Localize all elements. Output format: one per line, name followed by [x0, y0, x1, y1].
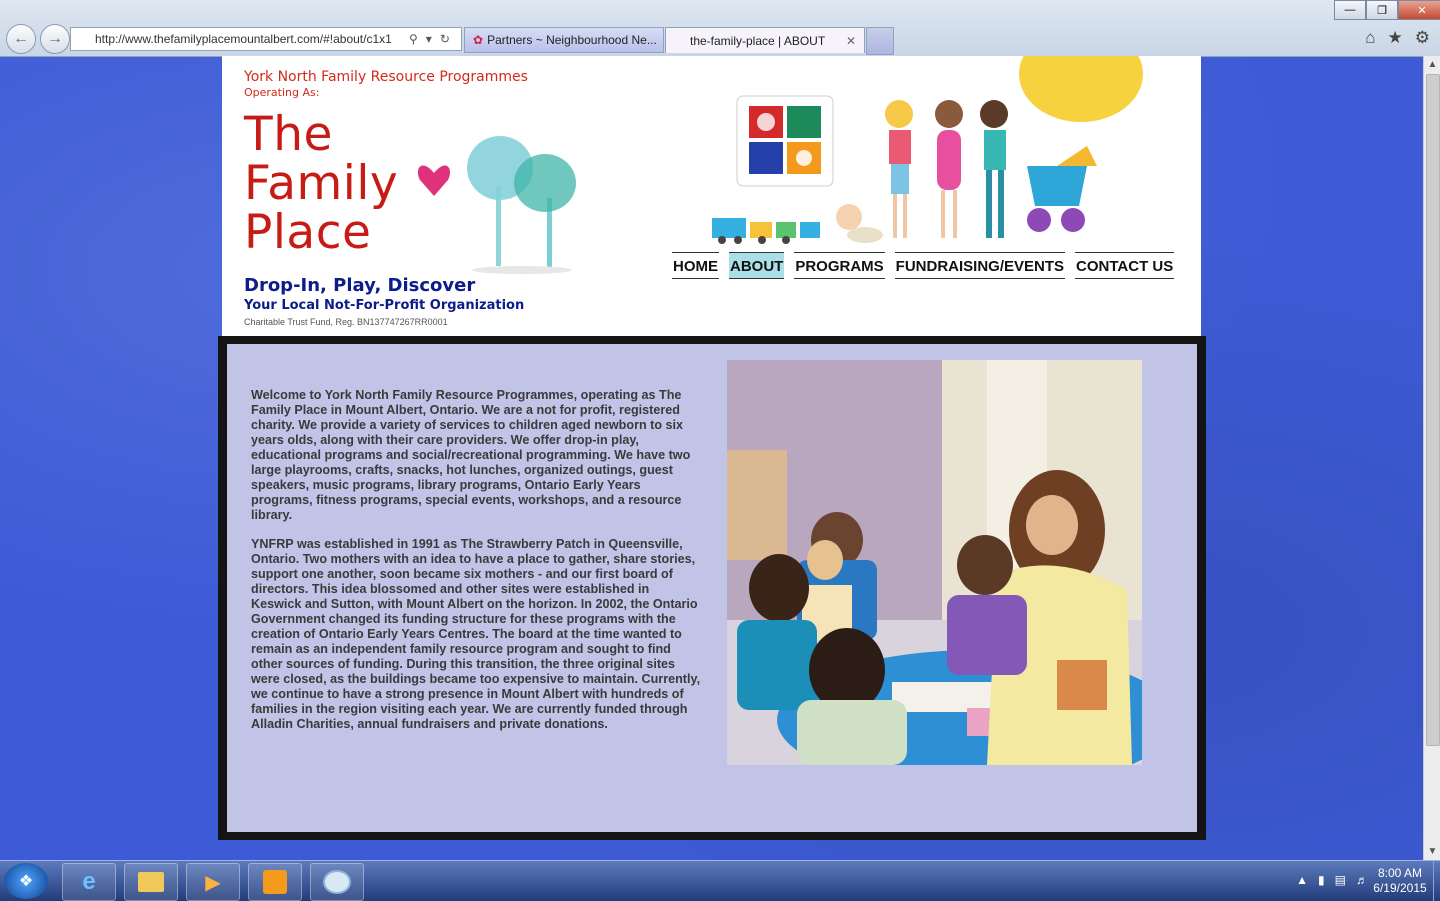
forward-button[interactable] [40, 24, 70, 54]
toy-train-illustration [712, 218, 820, 244]
about-paragraph: Welcome to York North Family Resource Programmes, operating as The Family Place in Mount Albert, Ontario. We are a not for profit, registered charity. We provide a variety of services to children aged newborn to six years olds, along with their care providers. We offer drop-in play, educational programs and social/recreational programming. We have two large playrooms, crafts, snacks, hot lunches, organized outings, guest speakers, music programs, library programs, Ontario Early Years programs, fitness programs, special events, workshops, and a resource library. [251, 388, 691, 522]
logo-and-family-illustration [707, 56, 1157, 248]
woman-with-stroller-figure [980, 100, 1008, 238]
start-button[interactable] [4, 863, 48, 899]
charity-number: Charitable Trust Fund, Reg. BN137747267RR0001 [244, 317, 448, 327]
internet-explorer-icon: e [82, 868, 96, 895]
site-title[interactable] [244, 107, 399, 260]
nav-programs[interactable]: PROGRAMS [794, 252, 884, 279]
close-window-button[interactable]: ✕ [1398, 0, 1440, 20]
address-bar[interactable] [70, 27, 462, 51]
volume-icon[interactable]: ♬ [1356, 873, 1368, 887]
outlook-icon [263, 870, 287, 894]
show-desktop-button[interactable] [1433, 861, 1440, 901]
clock[interactable] [1370, 866, 1430, 896]
org-name: York North Family Resource Programmes [244, 69, 528, 85]
taskbar-paint[interactable] [310, 863, 364, 901]
show-hidden-icons-icon[interactable]: ▲ [1296, 873, 1309, 887]
classroom-photo [727, 360, 1142, 765]
maximize-button[interactable]: ❐ [1366, 0, 1398, 20]
title-line: The [244, 107, 333, 162]
about-panel-frame [218, 336, 1206, 840]
nav-fundraising-events[interactable]: FUNDRAISING/EVENTS [895, 252, 1065, 279]
browser-tools [1365, 28, 1430, 48]
operating-as: Operating As: [244, 86, 320, 99]
heart-icon [418, 165, 450, 196]
program-logo [737, 96, 833, 186]
tab-partners[interactable] [464, 27, 664, 53]
tab-about[interactable] [665, 27, 865, 53]
taskbar-media-player[interactable] [186, 863, 240, 901]
scroll-thumb[interactable] [1426, 74, 1440, 746]
baby-illustration [836, 204, 883, 243]
scroll-up-icon[interactable]: ▲ [1427, 59, 1438, 70]
taskbar [0, 860, 1440, 901]
about-panel [227, 344, 1197, 832]
folder-icon [138, 872, 164, 892]
tab-label: the-family-place | ABOUT [690, 33, 826, 48]
tagline: Drop-In, Play, Discover [244, 275, 476, 296]
site-header [222, 56, 1201, 336]
back-button[interactable] [6, 24, 36, 54]
system-tray [1296, 873, 1368, 887]
favorites-star-icon[interactable]: ★ [1387, 28, 1403, 47]
network-icon[interactable]: ▤ [1334, 873, 1346, 887]
forward-arrow-icon: → [47, 30, 63, 47]
title-line: Place [244, 205, 372, 260]
stroller-illustration [1027, 146, 1097, 232]
taskbar-explorer[interactable] [124, 863, 178, 901]
about-text [251, 388, 701, 746]
clock-date: 6/19/2015 [1373, 881, 1427, 895]
power-icon[interactable]: ▮ [1318, 873, 1325, 887]
nav-contact-us[interactable]: CONTACT US [1075, 252, 1174, 279]
pregnant-woman-figure [935, 100, 963, 238]
nav-about[interactable]: ABOUT [729, 252, 784, 279]
media-player-icon: ▶ [205, 871, 221, 894]
tab-label: Partners ~ Neighbourhood Ne... [487, 33, 657, 47]
subtagline: Your Local Not-For-Profit Organization [244, 298, 525, 313]
new-tab-button[interactable] [866, 27, 894, 55]
window-controls [1334, 0, 1440, 20]
refresh-icon[interactable]: ↻ [439, 32, 450, 46]
minimize-button[interactable]: — [1334, 0, 1366, 20]
back-arrow-icon: ← [13, 30, 29, 47]
title-line: Family [244, 156, 399, 211]
taskbar-outlook[interactable] [248, 863, 302, 901]
main-nav [672, 252, 1174, 279]
dropdown-icon[interactable]: ▾ [425, 32, 432, 46]
settings-gear-icon[interactable]: ⚙ [1414, 28, 1430, 47]
woman-figure [885, 100, 913, 238]
taskbar-ie[interactable] [62, 863, 116, 901]
nav-home[interactable]: HOME [672, 252, 719, 279]
scroll-down-icon[interactable]: ▼ [1427, 846, 1438, 857]
vertical-scrollbar[interactable] [1423, 56, 1440, 860]
paint-palette-icon [323, 870, 351, 894]
close-tab-icon[interactable]: ✕ [845, 33, 856, 48]
browser-chrome [0, 0, 1440, 57]
heart-trees-illustration [412, 128, 592, 278]
address-url[interactable]: http://www.thefamilyplacemountalbert.com/#!about/c1x1 [95, 32, 392, 46]
clock-time: 8:00 AM [1377, 866, 1423, 880]
about-paragraph: YNFRP was established in 1991 as The Strawberry Patch in Queensville, Ontario. Two mothers with an idea to have a place to gather, share stories, support one another, soon became six mothers - and our first board of directors. This idea blossomed and other sites were established in Keswick and Sutton, with Mount Albert on the horizon. In 2002, the Ontario Government changed its funding structure for these programs with the creation of Ontario Early Years Centres. The board at the time wanted to remain as an independent family resource program and sought to find other sources of funding. During this transition, the three original sites were closed, as the buildings became too expensive to maintain. Currently, we continue to have a strong presence in Mount Albert with hundreds of families in the region visiting each year. We are currently funded through Alladin Charities, annual fundraisers and private donations. [251, 537, 701, 731]
search-icon[interactable]: ⚲ [409, 32, 418, 46]
tree-canopy [514, 154, 576, 212]
windows-logo-icon: ❖ [18, 873, 34, 890]
sun-illustration [1019, 56, 1143, 122]
home-icon[interactable]: ⌂ [1365, 28, 1376, 47]
favicon-flower-icon: ✿ [473, 33, 484, 47]
